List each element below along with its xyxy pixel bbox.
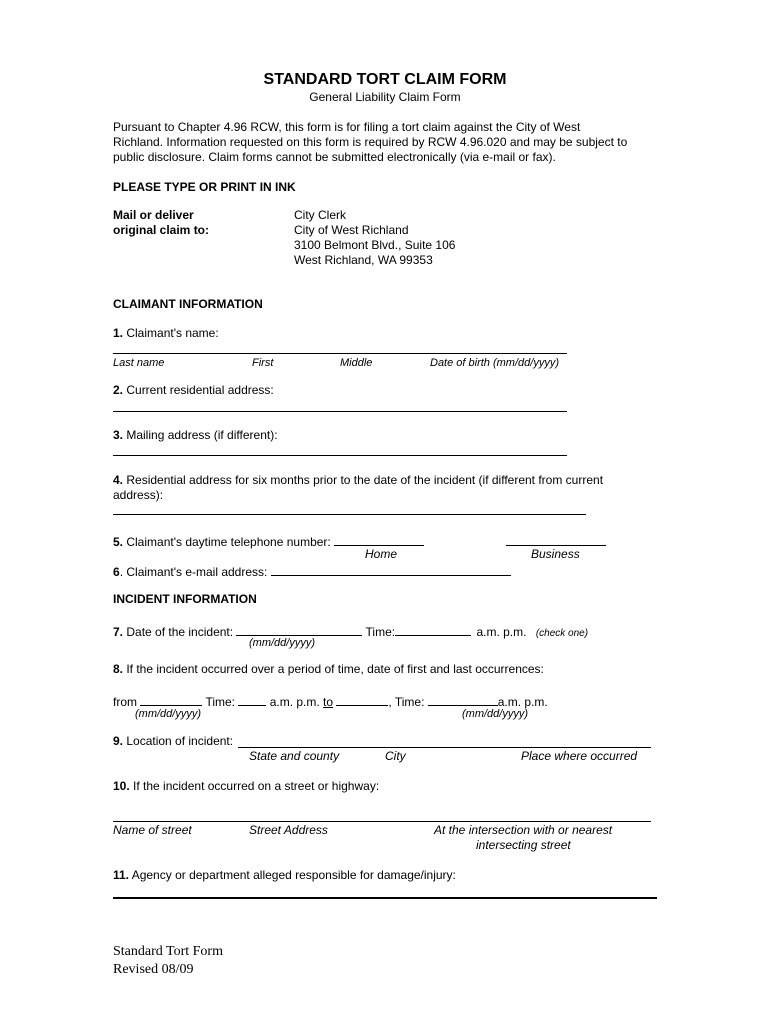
q10-label: If the incident occurred on a street or highway: — [129, 779, 380, 793]
q4-number: 4. — [113, 473, 124, 487]
q2-number: 2. — [113, 383, 124, 397]
q10-number: 10. — [113, 779, 130, 793]
q7-number: 7. — [113, 625, 124, 639]
q9-number: 9. — [113, 734, 124, 748]
mail-label-line-2: original claim to: — [113, 223, 210, 237]
first-occurrence-date-field[interactable] — [140, 692, 202, 706]
q11-agency — [113, 868, 456, 883]
q8-label: If the incident occurred over a period of time, date of first and last occurrences: — [123, 662, 544, 676]
agency-field[interactable] — [113, 897, 657, 899]
q10-street — [113, 779, 379, 794]
q8-ampm1-options[interactable]: a.m. p.m. — [266, 695, 324, 709]
q1-label: Claimant's name: — [123, 326, 219, 340]
state-county-label: State and county — [249, 749, 340, 763]
last-name-label: Last name — [113, 357, 165, 369]
city-label: City — [385, 749, 406, 763]
q11-number: 11. — [113, 868, 130, 882]
q7-label: Date of the incident: — [123, 625, 237, 639]
intersection-label-line-2: intersecting street — [476, 838, 571, 852]
incident-time-field[interactable] — [395, 622, 471, 636]
street-field[interactable] — [113, 821, 651, 822]
q9-label: Location of incident: — [123, 734, 234, 748]
prior-address-field[interactable] — [113, 514, 586, 515]
first-name-label: First — [252, 357, 274, 369]
q6-number: 6 — [113, 565, 120, 579]
incident-date-field[interactable] — [236, 622, 362, 636]
q7-date-format-hint: (mm/dd/yyyy) — [249, 637, 315, 649]
q7-time-label: Time: — [365, 625, 396, 639]
last-occurrence-date-field[interactable] — [336, 692, 388, 706]
q3-mailing-address — [113, 428, 278, 443]
q8-period — [113, 662, 544, 677]
q7-check-one-hint: (check one) — [535, 628, 589, 639]
q3-label: Mailing address (if different): — [123, 428, 278, 442]
form-title: STANDARD TORT CLAIM FORM — [263, 71, 507, 88]
business-phone-field[interactable] — [506, 532, 606, 546]
q8-time1-label: Time: — [202, 695, 239, 709]
incident-information-heading: INCIDENT INFORMATION — [113, 592, 257, 606]
intro-line-1: Pursuant to Chapter 4.96 RCW, this form is for filing a tort claim against the City of West — [113, 120, 581, 134]
incident-location-field[interactable] — [238, 747, 651, 748]
footer-revision: Revised 08/09 — [113, 962, 194, 977]
q8-ampm2-options[interactable]: a.m. p.m. — [497, 695, 548, 709]
q3-number: 3. — [113, 428, 124, 442]
q5-number: 5. — [113, 535, 124, 549]
street-address-label: Street Address — [249, 823, 328, 837]
q5-label: Claimant's daytime telephone number: — [123, 535, 335, 549]
q4-label-continued: address): — [113, 488, 164, 502]
mailing-address-field[interactable] — [113, 455, 567, 456]
mail-label-line-1: Mail or deliver — [113, 208, 194, 222]
q4-label: Residential address for six months prior to the date of the incident (if different from current — [123, 473, 604, 487]
q4-prior-address — [113, 473, 603, 488]
intersection-label-line-1: At the intersection with or nearest — [434, 823, 613, 837]
home-phone-field[interactable] — [334, 532, 424, 546]
mail-address-line-4: West Richland, WA 99353 — [294, 253, 433, 267]
q9-location — [113, 734, 233, 749]
q8-number: 8. — [113, 662, 124, 676]
q8-time2-label: , Time: — [388, 695, 428, 709]
q7-incident-date — [113, 622, 588, 641]
middle-name-label: Middle — [340, 357, 373, 369]
q7-ampm-options[interactable]: a.m. p.m. — [476, 625, 527, 639]
street-name-label: Name of street — [113, 823, 192, 837]
intro-line-3: public disclosure. Claim forms cannot be submitted electronically (via e-mail or fax). — [113, 150, 556, 164]
q8-from-date-hint: (mm/dd/yyyy) — [135, 708, 201, 720]
place-label: Place where occurred — [521, 749, 638, 763]
mail-address-line-2: City of West Richland — [294, 223, 409, 237]
mail-address-line-1: City Clerk — [294, 208, 347, 222]
mail-address-line-3: 3100 Belmont Blvd., Suite 106 — [294, 238, 456, 252]
q2-residential-address — [113, 383, 274, 398]
q6-email — [113, 562, 511, 580]
q8-to-label: to — [323, 695, 334, 709]
business-phone-label: Business — [531, 547, 580, 561]
form-subtitle: General Liability Claim Form — [309, 90, 461, 104]
claimant-name-field[interactable] — [113, 353, 567, 354]
q8-from-label: from — [113, 695, 141, 709]
q6-label: . Claimant's e-mail address: — [119, 565, 271, 579]
claimant-information-heading: CLAIMANT INFORMATION — [113, 297, 263, 311]
residential-address-field[interactable] — [113, 411, 567, 412]
q2-label: Current residential address: — [123, 383, 274, 397]
email-field[interactable] — [271, 562, 511, 576]
intro-line-2: Richland. Information requested on this form is required by RCW 4.96.020 and may be subject to — [113, 135, 628, 149]
last-occurrence-time-field[interactable] — [428, 692, 498, 706]
first-occurrence-time-field[interactable] — [238, 692, 266, 706]
q8-to-date-hint: (mm/dd/yyyy) — [462, 708, 528, 720]
home-phone-label: Home — [365, 547, 398, 561]
dob-label: Date of birth (mm/dd/yyyy) — [430, 357, 559, 369]
footer-form-name: Standard Tort Form — [113, 944, 223, 959]
q1-number: 1. — [113, 326, 124, 340]
type-or-print-instruction: PLEASE TYPE OR PRINT IN INK — [113, 180, 296, 194]
q11-label: Agency or department alleged responsible for damage/injury: — [129, 868, 456, 882]
q1-claimant-name — [113, 326, 219, 341]
